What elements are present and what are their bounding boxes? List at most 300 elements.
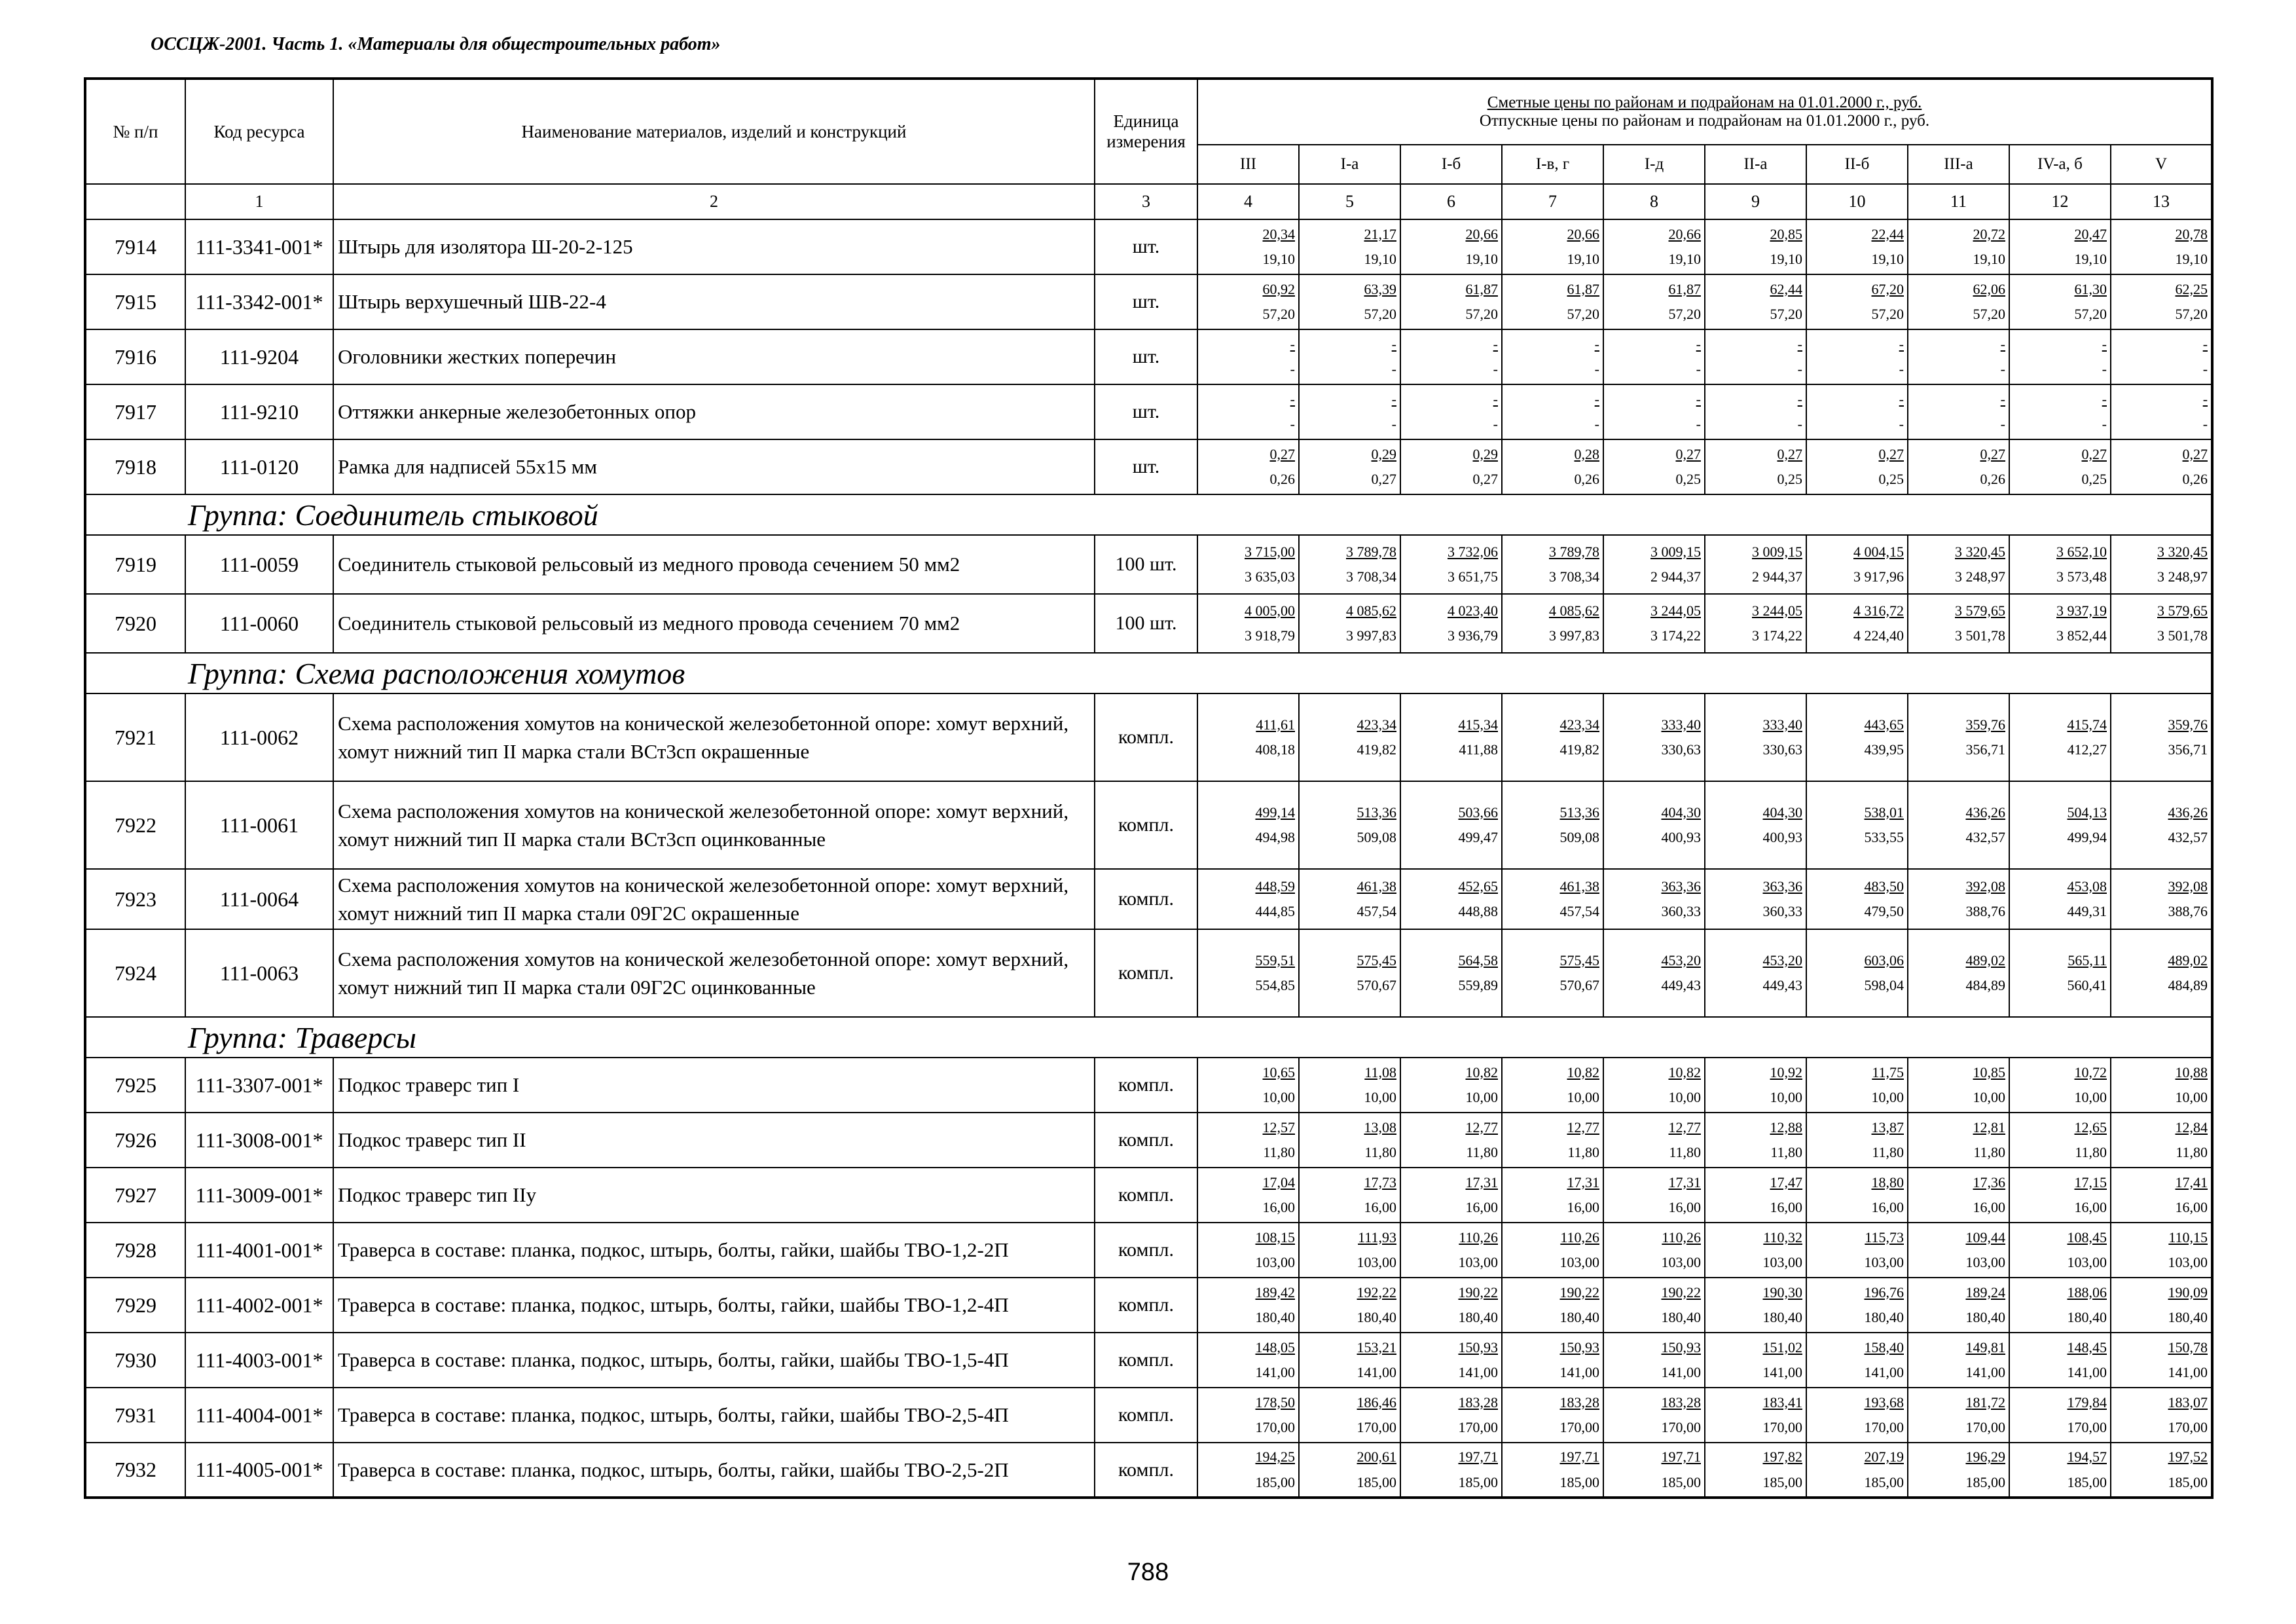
estimated-price: 20,85 — [1770, 225, 1802, 242]
table-row — [85, 929, 2212, 1017]
estimated-price: 61,87 — [1668, 280, 1701, 297]
estimated-price: 10,92 — [1770, 1063, 1802, 1080]
estimated-price: 12,88 — [1770, 1118, 1802, 1135]
table-row — [85, 535, 2212, 594]
release-price: 3 708,34 — [1346, 568, 1396, 585]
table-row — [85, 1168, 2212, 1223]
release-price: 0,27 — [1472, 471, 1498, 487]
price-cell — [1603, 219, 1705, 274]
release-price: 3 501,78 — [2157, 627, 2208, 644]
estimated-price: 207,19 — [1864, 1449, 1904, 1465]
price-header-estimated: Сметные цены по районам и подрайонам на 01.01.2000 г., руб. — [1487, 94, 1922, 111]
release-price: 185,00 — [1965, 1473, 2005, 1490]
release-price: 141,00 — [1357, 1364, 1396, 1380]
item-name: Схема расположения хомутов на конической железобетонной опоре: хомут верхний, хомут нижний тип II марка стали 09Г2С окрашенные — [333, 869, 1095, 929]
release-price: 509,08 — [1559, 829, 1599, 845]
price-cell — [1502, 219, 1603, 274]
price-cell — [1908, 594, 2009, 653]
release-price: 103,00 — [1965, 1254, 2005, 1270]
price-cell — [1705, 535, 1806, 594]
release-price: 3 651,75 — [1448, 568, 1498, 585]
release-price: 57,20 — [1465, 306, 1498, 322]
table-row — [85, 219, 2212, 274]
estimated-price: 489,02 — [2168, 951, 2208, 969]
item-name: Штырь для изолятора Ш-20-2-125 — [333, 219, 1095, 274]
price-cell — [1299, 781, 1400, 869]
resource-code: 111-4005-001* — [185, 1443, 333, 1498]
price-cell — [2009, 1388, 2111, 1443]
price-cell — [1502, 594, 1603, 653]
price-cell — [1400, 693, 1502, 781]
estimated-price: 153,21 — [1357, 1338, 1396, 1356]
estimated-price: 10,82 — [1668, 1063, 1701, 1080]
price-cell — [1705, 693, 1806, 781]
estimated-price: 188,06 — [2067, 1283, 2107, 1301]
price-cell — [1197, 329, 1299, 384]
price-cell — [1502, 439, 1603, 494]
column-number: 1 — [185, 184, 333, 219]
col-header-num: № п/п — [85, 79, 185, 184]
release-price: 180,40 — [1357, 1309, 1396, 1325]
release-price: 57,20 — [2175, 306, 2208, 322]
release-price: 570,67 — [1357, 977, 1396, 993]
release-price: - — [1594, 361, 1599, 377]
resource-code: 111-0062 — [185, 693, 333, 781]
resource-code: 111-3342-001* — [185, 274, 333, 329]
release-price: - — [1696, 416, 1701, 432]
price-cell — [2111, 219, 2212, 274]
release-price: 0,27 — [1371, 471, 1396, 487]
price-cell — [2009, 1058, 2111, 1113]
item-number: 7920 — [85, 594, 185, 653]
price-cell — [1806, 929, 1908, 1017]
estimated-price: 333,40 — [1661, 716, 1701, 733]
release-price: 499,47 — [1458, 829, 1498, 845]
release-price: - — [1290, 416, 1295, 432]
release-price: 10,00 — [1770, 1089, 1802, 1105]
estimated-price: 0,29 — [1371, 445, 1396, 462]
release-price: 19,10 — [1364, 251, 1396, 267]
estimated-price: 13,87 — [1871, 1118, 1904, 1135]
release-price: 554,85 — [1255, 977, 1295, 993]
group-title: Группа: Соединитель стыковой — [185, 494, 2212, 535]
resource-code: 111-9210 — [185, 384, 333, 439]
estimated-price: 4 023,40 — [1448, 602, 1498, 619]
table-body — [85, 219, 2212, 1498]
resource-code: 111-9204 — [185, 329, 333, 384]
release-price: 19,10 — [1871, 251, 1904, 267]
document-header: ОССЦЖ-2001. Часть 1. «Материалы для общестроительных работ» — [151, 34, 721, 54]
estimated-price: 404,30 — [1762, 803, 1802, 821]
estimated-price: 61,30 — [2074, 280, 2107, 297]
zone-header: III-а — [1908, 145, 2009, 184]
release-price: - — [1493, 361, 1498, 377]
release-price: 185,00 — [1762, 1473, 1802, 1490]
release-price: 16,00 — [1364, 1199, 1396, 1215]
price-cell — [1908, 929, 2009, 1017]
price-cell — [1705, 1278, 1806, 1333]
price-cell — [2009, 439, 2111, 494]
unit-of-measure: шт. — [1095, 439, 1197, 494]
price-cell — [1502, 1333, 1603, 1388]
release-price: 185,00 — [1458, 1473, 1498, 1490]
resource-code: 111-0120 — [185, 439, 333, 494]
release-price: 170,00 — [2168, 1419, 2208, 1435]
release-price: - — [1290, 361, 1295, 377]
price-cell — [2009, 869, 2111, 929]
price-cell — [1603, 274, 1705, 329]
item-number: 7921 — [85, 693, 185, 781]
estimated-price: 363,36 — [1661, 877, 1701, 895]
price-cell — [1908, 693, 2009, 781]
release-price: - — [2102, 361, 2107, 377]
estimated-price: 443,65 — [1864, 716, 1904, 733]
item-name: Траверса в составе: планка, подкос, штырь, болты, гайки, шайбы ТВО-1,2-4П — [333, 1278, 1095, 1333]
resource-code: 111-4001-001* — [185, 1223, 333, 1278]
price-cell — [1400, 274, 1502, 329]
price-cell — [1603, 1443, 1705, 1498]
estimated-price: 17,73 — [1364, 1173, 1396, 1190]
estimated-price: - — [1797, 390, 1802, 407]
release-price: 448,88 — [1458, 903, 1498, 919]
unit-of-measure: компл. — [1095, 1443, 1197, 1498]
price-cell — [1603, 1168, 1705, 1223]
price-cell — [1705, 1443, 1806, 1498]
price-cell — [1502, 1058, 1603, 1113]
estimated-price: 196,29 — [1965, 1449, 2005, 1465]
release-price: 598,04 — [1864, 977, 1904, 993]
release-price: 185,00 — [1864, 1473, 1904, 1490]
price-cell — [1603, 329, 1705, 384]
item-name: Схема расположения хомутов на конической железобетонной опоре: хомут верхний, хомут нижний тип II марка стали 09Г2С оцинкованные — [333, 929, 1095, 1017]
price-cell — [1502, 1223, 1603, 1278]
release-price: - — [1391, 416, 1396, 432]
price-cell — [1705, 1113, 1806, 1168]
estimated-price: 20,78 — [2175, 225, 2208, 242]
estimated-price: 183,41 — [1762, 1393, 1802, 1411]
release-price: - — [1899, 361, 1904, 377]
estimated-price: 193,68 — [1864, 1393, 1904, 1411]
price-cell — [2009, 535, 2111, 594]
release-price: 499,94 — [2067, 829, 2107, 845]
release-price: 103,00 — [1762, 1254, 1802, 1270]
unit-of-measure: компл. — [1095, 693, 1197, 781]
price-cell — [1299, 929, 1400, 1017]
unit-of-measure: 100 шт. — [1095, 535, 1197, 594]
table-row — [85, 1333, 2212, 1388]
unit-of-measure: компл. — [1095, 869, 1197, 929]
price-cell — [1502, 535, 1603, 594]
release-price: 11,80 — [1567, 1144, 1599, 1160]
price-cell — [1603, 1058, 1705, 1113]
estimated-price: 499,14 — [1255, 803, 1295, 821]
price-cell — [1502, 929, 1603, 1017]
zone-header: II-б — [1806, 145, 1908, 184]
release-price: 57,20 — [1770, 306, 1802, 322]
zone-header: III — [1197, 145, 1299, 184]
release-price: 11,80 — [1364, 1144, 1396, 1160]
group-title: Группа: Схема расположения хомутов — [185, 653, 2212, 693]
price-cell — [1908, 1168, 2009, 1223]
price-cell — [1806, 594, 1908, 653]
estimated-price: 513,36 — [1357, 803, 1396, 821]
table-row — [85, 1113, 2212, 1168]
price-cell — [2009, 781, 2111, 869]
estimated-price: 61,87 — [1567, 280, 1599, 297]
price-cell — [1502, 781, 1603, 869]
resource-code: 111-3009-001* — [185, 1168, 333, 1223]
resource-code: 111-0060 — [185, 594, 333, 653]
estimated-price: 110,26 — [1662, 1228, 1701, 1246]
estimated-price: 12,77 — [1668, 1118, 1701, 1135]
estimated-price: 3 244,05 — [1752, 602, 1802, 619]
table-row — [85, 781, 2212, 869]
table-row — [85, 1443, 2212, 1498]
item-name: Подкос траверс тип II — [333, 1113, 1095, 1168]
price-cell — [1806, 1223, 1908, 1278]
estimated-price: - — [2202, 335, 2208, 352]
price-cell — [1502, 693, 1603, 781]
release-price: 432,57 — [2168, 829, 2208, 845]
item-name: Траверса в составе: планка, подкос, штырь, болты, гайки, шайбы ТВО-2,5-4П — [333, 1388, 1095, 1443]
estimated-price: 151,02 — [1762, 1338, 1802, 1356]
resource-code: 111-0059 — [185, 535, 333, 594]
estimated-price: 149,81 — [1965, 1338, 2005, 1356]
release-price: 185,00 — [1661, 1473, 1701, 1490]
release-price: 4 224,40 — [1853, 627, 1904, 644]
release-price: 400,93 — [1661, 829, 1701, 845]
price-header-release: Отпускные цены по районам и подрайонам на 01.01.2000 г., руб. — [1479, 112, 1930, 130]
price-cell — [1806, 1388, 1908, 1443]
price-cell — [1197, 384, 1299, 439]
release-price: 408,18 — [1255, 741, 1295, 758]
release-price: 180,40 — [1255, 1309, 1295, 1325]
estimated-price: 538,01 — [1864, 803, 1904, 821]
price-cell — [1400, 1113, 1502, 1168]
price-cell — [1400, 1278, 1502, 1333]
item-number: 7927 — [85, 1168, 185, 1223]
item-name: Оттяжки анкерные железобетонных опор — [333, 384, 1095, 439]
price-cell — [1603, 781, 1705, 869]
price-cell — [2111, 329, 2212, 384]
estimated-price: 60,92 — [1262, 280, 1295, 297]
unit-of-measure: компл. — [1095, 1168, 1197, 1223]
table-row — [85, 1388, 2212, 1443]
release-price: 16,00 — [1668, 1199, 1701, 1215]
estimated-price: 10,72 — [2074, 1063, 2107, 1080]
release-price: 141,00 — [1255, 1364, 1295, 1380]
release-price: 180,40 — [1864, 1309, 1904, 1325]
col-header-prices — [1197, 79, 2212, 145]
release-price: - — [1696, 361, 1701, 377]
zone-header: II-а — [1705, 145, 1806, 184]
estimated-price: 461,38 — [1559, 877, 1599, 895]
price-cell — [2111, 535, 2212, 594]
estimated-price: 196,76 — [1864, 1283, 1904, 1301]
price-cell — [1299, 594, 1400, 653]
estimated-price: 4 085,62 — [1549, 602, 1599, 619]
price-cell — [1705, 869, 1806, 929]
price-cell — [1806, 869, 1908, 929]
item-name: Траверса в составе: планка, подкос, штырь, болты, гайки, шайбы ТВО-1,5-4П — [333, 1333, 1095, 1388]
estimated-price: 392,08 — [2168, 877, 2208, 895]
zone-header: I-а — [1299, 145, 1400, 184]
estimated-price: 0,28 — [1574, 445, 1599, 462]
release-price: 3 918,79 — [1245, 627, 1295, 644]
estimated-price: 436,26 — [2168, 803, 2208, 821]
estimated-price: 110,26 — [1560, 1228, 1599, 1246]
item-name: Оголовники жестких поперечин — [333, 329, 1095, 384]
release-price: 16,00 — [1770, 1199, 1802, 1215]
zone-header: I-д — [1603, 145, 1705, 184]
release-price: 444,85 — [1255, 903, 1295, 919]
price-cell — [2009, 219, 2111, 274]
estimated-price: 62,06 — [1973, 280, 2005, 297]
release-price: 10,00 — [1364, 1089, 1396, 1105]
price-cell — [2111, 1278, 2212, 1333]
estimated-price: - — [1797, 335, 1802, 352]
release-price: 185,00 — [2067, 1473, 2107, 1490]
unit-of-measure: 100 шт. — [1095, 594, 1197, 653]
resource-code: 111-4002-001* — [185, 1278, 333, 1333]
column-number: 4 — [1197, 184, 1299, 219]
estimated-price: 415,34 — [1458, 716, 1498, 733]
price-cell — [1908, 1333, 2009, 1388]
column-number: 12 — [2009, 184, 2111, 219]
estimated-price: 200,61 — [1357, 1449, 1396, 1465]
release-price: 141,00 — [1864, 1364, 1904, 1380]
release-price: 388,76 — [1965, 903, 2005, 919]
release-price: 0,26 — [2182, 471, 2208, 487]
price-cell — [2111, 1223, 2212, 1278]
estimated-price: 20,47 — [2074, 225, 2107, 242]
release-price: 57,20 — [1973, 306, 2005, 322]
group-blank — [85, 653, 185, 693]
price-cell — [2111, 384, 2212, 439]
price-cell — [1400, 1058, 1502, 1113]
estimated-price: 10,82 — [1465, 1063, 1498, 1080]
release-price: 141,00 — [1762, 1364, 1802, 1380]
release-price: 11,80 — [1263, 1144, 1295, 1160]
price-cell — [1299, 329, 1400, 384]
resource-code: 111-4003-001* — [185, 1333, 333, 1388]
price-cell — [1908, 219, 2009, 274]
release-price: - — [2102, 416, 2107, 432]
estimated-price: 3 789,78 — [1549, 543, 1599, 560]
release-price: 3 997,83 — [1346, 627, 1396, 644]
price-cell — [1197, 869, 1299, 929]
release-price: 170,00 — [2067, 1419, 2107, 1435]
estimated-price: 150,93 — [1458, 1338, 1498, 1356]
item-name: Соединитель стыковой рельсовый из медного провода сечением 50 мм2 — [333, 535, 1095, 594]
estimated-price: 10,85 — [1973, 1063, 2005, 1080]
price-cell — [1400, 869, 1502, 929]
estimated-price: 150,78 — [2168, 1338, 2208, 1356]
item-name: Схема расположения хомутов на конической железобетонной опоре: хомут верхний, хомут нижний тип II марка стали ВСт3сп окрашенные — [333, 693, 1095, 781]
estimated-price: 183,28 — [1661, 1393, 1701, 1411]
price-cell — [1705, 219, 1806, 274]
estimated-price: 411,61 — [1256, 716, 1295, 733]
estimated-price: - — [1290, 390, 1295, 407]
unit-of-measure: шт. — [1095, 329, 1197, 384]
price-cell — [1603, 1388, 1705, 1443]
estimated-price: 3 937,19 — [2056, 602, 2107, 619]
release-price: 570,67 — [1559, 977, 1599, 993]
item-name: Подкос траверс тип I — [333, 1058, 1095, 1113]
price-cell — [2111, 274, 2212, 329]
release-price: 170,00 — [1762, 1419, 1802, 1435]
price-cell — [1705, 329, 1806, 384]
price-cell — [1197, 1223, 1299, 1278]
column-number: 11 — [1908, 184, 2009, 219]
price-cell — [2009, 384, 2111, 439]
release-price: 400,93 — [1762, 829, 1802, 845]
price-cell — [1400, 1333, 1502, 1388]
price-cell — [1400, 781, 1502, 869]
estimated-price: - — [1899, 390, 1904, 407]
estimated-price: - — [1391, 390, 1396, 407]
estimated-price: 190,22 — [1559, 1283, 1599, 1301]
estimated-price: - — [1594, 335, 1599, 352]
price-cell — [2009, 329, 2111, 384]
group-row — [85, 1017, 2212, 1058]
estimated-price: 0,29 — [1472, 445, 1498, 462]
estimated-price: 448,59 — [1255, 877, 1295, 895]
estimated-price: 190,09 — [2168, 1283, 2208, 1301]
estimated-price: 150,93 — [1661, 1338, 1701, 1356]
release-price: 10,00 — [2175, 1089, 2208, 1105]
estimated-price: 12,65 — [2074, 1118, 2107, 1135]
release-price: 479,50 — [1864, 903, 1904, 919]
price-cell — [1603, 594, 1705, 653]
unit-of-measure: компл. — [1095, 1278, 1197, 1333]
col-header-code: Код ресурса — [185, 79, 333, 184]
estimated-price: 453,20 — [1762, 951, 1802, 969]
estimated-price: 17,41 — [2175, 1173, 2208, 1190]
price-cell — [1908, 535, 2009, 594]
resource-code: 111-0064 — [185, 869, 333, 929]
release-price: 0,25 — [1777, 471, 1802, 487]
resource-code: 111-0061 — [185, 781, 333, 869]
estimated-price: 22,44 — [1871, 225, 1904, 242]
release-price: 170,00 — [1965, 1419, 2005, 1435]
estimated-price: 13,08 — [1364, 1118, 1396, 1135]
estimated-price: 17,15 — [2074, 1173, 2107, 1190]
estimated-price: 503,66 — [1458, 803, 1498, 821]
release-price: 484,89 — [2168, 977, 2208, 993]
estimated-price: 183,28 — [1559, 1393, 1599, 1411]
price-cell — [1400, 1388, 1502, 1443]
estimated-price: 10,82 — [1567, 1063, 1599, 1080]
price-cell — [1400, 1168, 1502, 1223]
item-name: Соединитель стыковой рельсовый из медного провода сечением 70 мм2 — [333, 594, 1095, 653]
release-price: 449,31 — [2067, 903, 2107, 919]
item-number: 7930 — [85, 1333, 185, 1388]
price-cell — [1400, 439, 1502, 494]
estimated-price: - — [1493, 390, 1498, 407]
release-price: 185,00 — [2168, 1473, 2208, 1490]
release-price: 2 944,37 — [1752, 568, 1802, 585]
estimated-price: 423,34 — [1357, 716, 1396, 733]
price-cell — [1502, 1388, 1603, 1443]
page-number: 788 — [1127, 1559, 1169, 1586]
item-number: 7926 — [85, 1113, 185, 1168]
group-row — [85, 494, 2212, 535]
price-cell — [2009, 1333, 2111, 1388]
release-price: 57,20 — [1262, 306, 1295, 322]
price-cell — [1603, 1223, 1705, 1278]
price-cell — [1806, 274, 1908, 329]
